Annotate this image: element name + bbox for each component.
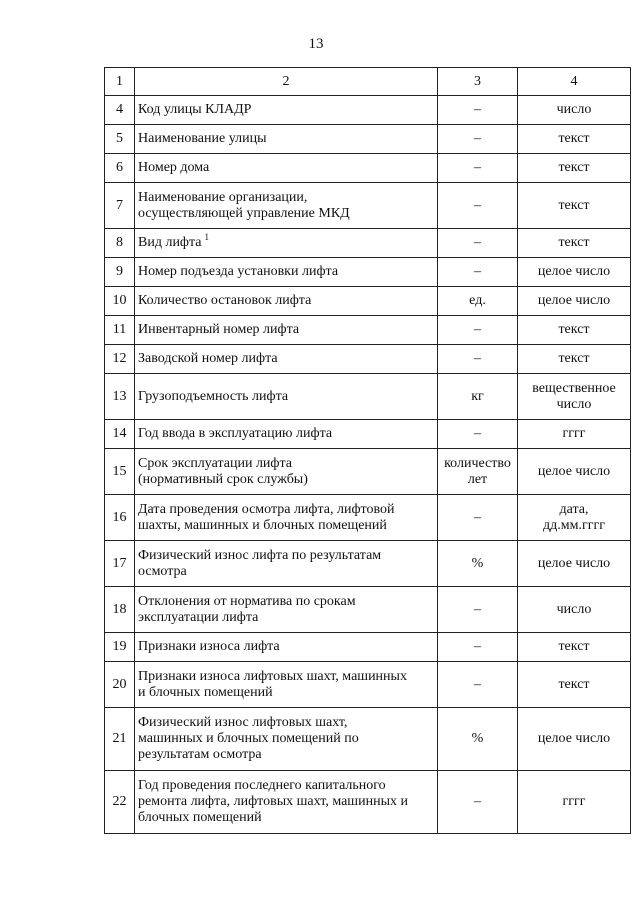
unit-cell xyxy=(438,316,518,345)
table-row xyxy=(105,258,631,287)
parameter-name-cell xyxy=(135,374,438,420)
parameter-name-text: Вид лифта xyxy=(138,235,202,250)
unit-text: – xyxy=(474,264,481,279)
parameter-name-text: Признаки износа лифтовых шахт, машинных и блочных помещений xyxy=(138,668,407,700)
table-row xyxy=(105,125,631,154)
parameter-name-cell xyxy=(135,662,438,708)
data-type-text: целое число xyxy=(537,264,611,279)
row-number-cell xyxy=(105,316,135,345)
row-number-text: 20 xyxy=(112,676,127,692)
row-number-text: 10 xyxy=(112,293,127,308)
row-number-cell xyxy=(105,345,135,374)
parameter-name-cell xyxy=(135,96,438,125)
data-type-text: текст xyxy=(558,160,590,175)
row-number-cell xyxy=(105,633,135,662)
data-type-text: текст xyxy=(558,676,590,692)
table-row xyxy=(105,287,631,316)
table-row xyxy=(105,495,631,541)
header-row xyxy=(105,68,631,96)
data-type-text: целое число xyxy=(537,293,611,308)
row-number-cell xyxy=(105,449,135,495)
data-type-cell xyxy=(518,662,631,708)
row-number-cell xyxy=(105,708,135,771)
parameter-name-text: Наименование организации, осуществляющей управление МКД xyxy=(138,189,350,221)
row-number-text: 11 xyxy=(112,322,127,337)
table-row xyxy=(105,587,631,633)
row-number-text: 14 xyxy=(112,426,127,441)
data-type-cell xyxy=(518,316,631,345)
unit-cell xyxy=(438,154,518,183)
unit-cell xyxy=(438,541,518,587)
parameter-name-cell xyxy=(135,541,438,587)
unit-text: % xyxy=(471,555,484,571)
table-row xyxy=(105,662,631,708)
table-row xyxy=(105,420,631,449)
row-number-cell xyxy=(105,125,135,154)
parameter-name-text: Номер дома xyxy=(138,160,210,175)
parameter-name-text: Дата проведения осмотра лифта, лифтовой шахты, машинных и блочных помещений xyxy=(138,501,395,533)
table-row xyxy=(105,154,631,183)
data-table xyxy=(104,67,631,834)
data-type-text: вещественное число xyxy=(532,380,616,412)
row-number-cell xyxy=(105,229,135,258)
data-type-text: текст xyxy=(558,131,590,146)
data-type-text: целое число xyxy=(537,555,611,571)
data-type-cell xyxy=(518,258,631,287)
row-number-text: 8 xyxy=(116,235,123,250)
unit-cell xyxy=(438,125,518,154)
parameter-name-cell xyxy=(135,154,438,183)
data-type-cell xyxy=(518,449,631,495)
data-type-cell xyxy=(518,771,631,834)
data-type-cell xyxy=(518,125,631,154)
row-number-cell xyxy=(105,154,135,183)
unit-cell xyxy=(438,449,518,495)
unit-cell xyxy=(438,495,518,541)
table-row xyxy=(105,229,631,258)
unit-text: % xyxy=(471,731,484,746)
parameter-name-cell xyxy=(135,771,438,834)
parameter-name-cell xyxy=(135,708,438,771)
unit-text: – xyxy=(474,102,481,117)
footnote-marker: 1 xyxy=(204,232,210,243)
table-row xyxy=(105,345,631,374)
parameter-name-text: Срок эксплуатации лифта (нормативный срок службы) xyxy=(138,455,308,487)
unit-text: – xyxy=(474,426,481,441)
data-type-cell xyxy=(518,374,631,420)
unit-cell xyxy=(438,229,518,258)
data-type-cell xyxy=(518,96,631,125)
row-number-text: 17 xyxy=(112,555,127,571)
parameter-name-text: Количество остановок лифта xyxy=(138,293,312,308)
unit-text: – xyxy=(474,351,481,366)
data-type-cell xyxy=(518,587,631,633)
unit-text: – xyxy=(474,509,481,525)
data-type-cell xyxy=(518,420,631,449)
unit-text: – xyxy=(474,160,481,175)
parameter-name-text: Заводской номер лифта xyxy=(138,351,278,366)
parameter-name-cell xyxy=(135,587,438,633)
unit-text: ед. xyxy=(469,293,486,308)
parameter-name-text: Физический износ лифта по результатам осмотра xyxy=(138,547,382,579)
row-number-text: 19 xyxy=(112,639,127,654)
row-number-cell xyxy=(105,662,135,708)
data-type-cell xyxy=(518,495,631,541)
table-row xyxy=(105,708,631,771)
row-number-text: 9 xyxy=(116,264,123,279)
data-type-cell xyxy=(518,183,631,229)
row-number-cell xyxy=(105,287,135,316)
header-cell-1: 1 xyxy=(105,68,135,96)
table-row xyxy=(105,449,631,495)
data-type-text: число xyxy=(556,601,592,617)
parameter-name-cell xyxy=(135,345,438,374)
parameter-name-cell xyxy=(135,258,438,287)
unit-text: кг xyxy=(471,388,484,404)
table-row xyxy=(105,96,631,125)
parameter-name-text: Грузоподъемность лифта xyxy=(138,388,289,404)
unit-text: количество лет xyxy=(444,455,511,487)
parameter-name-text: Год ввода в эксплуатацию лифта xyxy=(138,426,333,441)
parameter-name-cell xyxy=(135,495,438,541)
row-number-cell xyxy=(105,771,135,834)
row-number-cell xyxy=(105,258,135,287)
data-type-text: гггг xyxy=(562,794,586,809)
parameter-name-cell xyxy=(135,229,438,258)
table-row xyxy=(105,633,631,662)
parameter-name-text: Отклонения от норматива по срокам эксплуатации лифта xyxy=(138,593,356,625)
row-number-text: 21 xyxy=(112,731,127,746)
unit-text: – xyxy=(474,235,481,250)
data-type-cell xyxy=(518,154,631,183)
data-type-text: дата, дд.мм.гггг xyxy=(543,501,605,533)
parameter-name-cell xyxy=(135,287,438,316)
unit-cell xyxy=(438,287,518,316)
row-number-cell xyxy=(105,183,135,229)
data-type-cell xyxy=(518,229,631,258)
row-number-text: 18 xyxy=(112,601,127,617)
row-number-cell xyxy=(105,420,135,449)
row-number-text: 6 xyxy=(116,160,123,175)
parameter-name-cell xyxy=(135,633,438,662)
data-type-cell xyxy=(518,633,631,662)
table-row xyxy=(105,374,631,420)
unit-cell xyxy=(438,420,518,449)
row-number-text: 22 xyxy=(112,794,127,809)
unit-text: – xyxy=(474,794,481,809)
row-number-text: 16 xyxy=(112,509,127,525)
unit-cell xyxy=(438,662,518,708)
data-type-cell xyxy=(518,287,631,316)
unit-cell xyxy=(438,374,518,420)
unit-text: – xyxy=(474,322,481,337)
table-row xyxy=(105,316,631,345)
data-type-text: текст xyxy=(558,197,590,213)
parameter-name-text: Наименование улицы xyxy=(138,131,267,146)
row-number-text: 4 xyxy=(116,102,123,117)
data-type-cell xyxy=(518,345,631,374)
table-body xyxy=(105,68,631,834)
parameter-name-text: Год проведения последнего капитального ремонта лифта, лифтовых шахт, машинных и блочных помещений xyxy=(138,778,408,825)
data-type-cell xyxy=(518,708,631,771)
parameter-name-cell xyxy=(135,449,438,495)
row-number-text: 13 xyxy=(112,388,127,404)
data-type-text: текст xyxy=(558,639,590,654)
data-type-text: текст xyxy=(558,235,590,250)
row-number-text: 5 xyxy=(116,131,123,146)
parameter-name-cell xyxy=(135,420,438,449)
row-number-text: 15 xyxy=(112,463,127,479)
unit-cell xyxy=(438,96,518,125)
unit-cell xyxy=(438,587,518,633)
unit-text: – xyxy=(474,131,481,146)
header-cell-3: 3 xyxy=(438,68,518,96)
row-number-cell xyxy=(105,495,135,541)
unit-text: – xyxy=(474,676,481,692)
parameter-name-text: Физический износ лифтовых шахт, машинных и блочных помещений по результатам осмотра xyxy=(138,715,359,762)
parameter-name-cell xyxy=(135,316,438,345)
parameter-name-text: Инвентарный номер лифта xyxy=(138,322,300,337)
data-type-cell xyxy=(518,541,631,587)
parameter-name-text: Номер подъезда установки лифта xyxy=(138,264,339,279)
unit-cell xyxy=(438,771,518,834)
parameter-name-cell xyxy=(135,183,438,229)
row-number-cell xyxy=(105,96,135,125)
table-row xyxy=(105,541,631,587)
table-row xyxy=(105,771,631,834)
data-type-text: гггг xyxy=(562,426,586,441)
header-cell-2: 2 xyxy=(135,68,438,96)
data-type-text: целое число xyxy=(537,731,611,746)
unit-text: – xyxy=(474,197,481,213)
page-number: 13 xyxy=(308,36,324,52)
unit-cell xyxy=(438,708,518,771)
data-type-text: текст xyxy=(558,351,590,366)
data-type-text: число xyxy=(556,102,592,117)
row-number-text: 12 xyxy=(112,351,127,366)
data-type-text: текст xyxy=(558,322,590,337)
parameter-name-text: Признаки износа лифта xyxy=(138,639,280,654)
data-type-text: целое число xyxy=(537,463,611,479)
header-cell-4: 4 xyxy=(518,68,631,96)
unit-cell xyxy=(438,345,518,374)
row-number-text: 7 xyxy=(116,197,123,213)
row-number-cell xyxy=(105,541,135,587)
parameter-name-text: Код улицы КЛАДР xyxy=(138,102,252,117)
unit-cell xyxy=(438,258,518,287)
parameter-name-cell xyxy=(135,125,438,154)
unit-cell xyxy=(438,633,518,662)
unit-cell xyxy=(438,183,518,229)
unit-text: – xyxy=(474,601,481,617)
unit-text: – xyxy=(474,639,481,654)
row-number-cell xyxy=(105,374,135,420)
table-row xyxy=(105,183,631,229)
row-number-cell xyxy=(105,587,135,633)
